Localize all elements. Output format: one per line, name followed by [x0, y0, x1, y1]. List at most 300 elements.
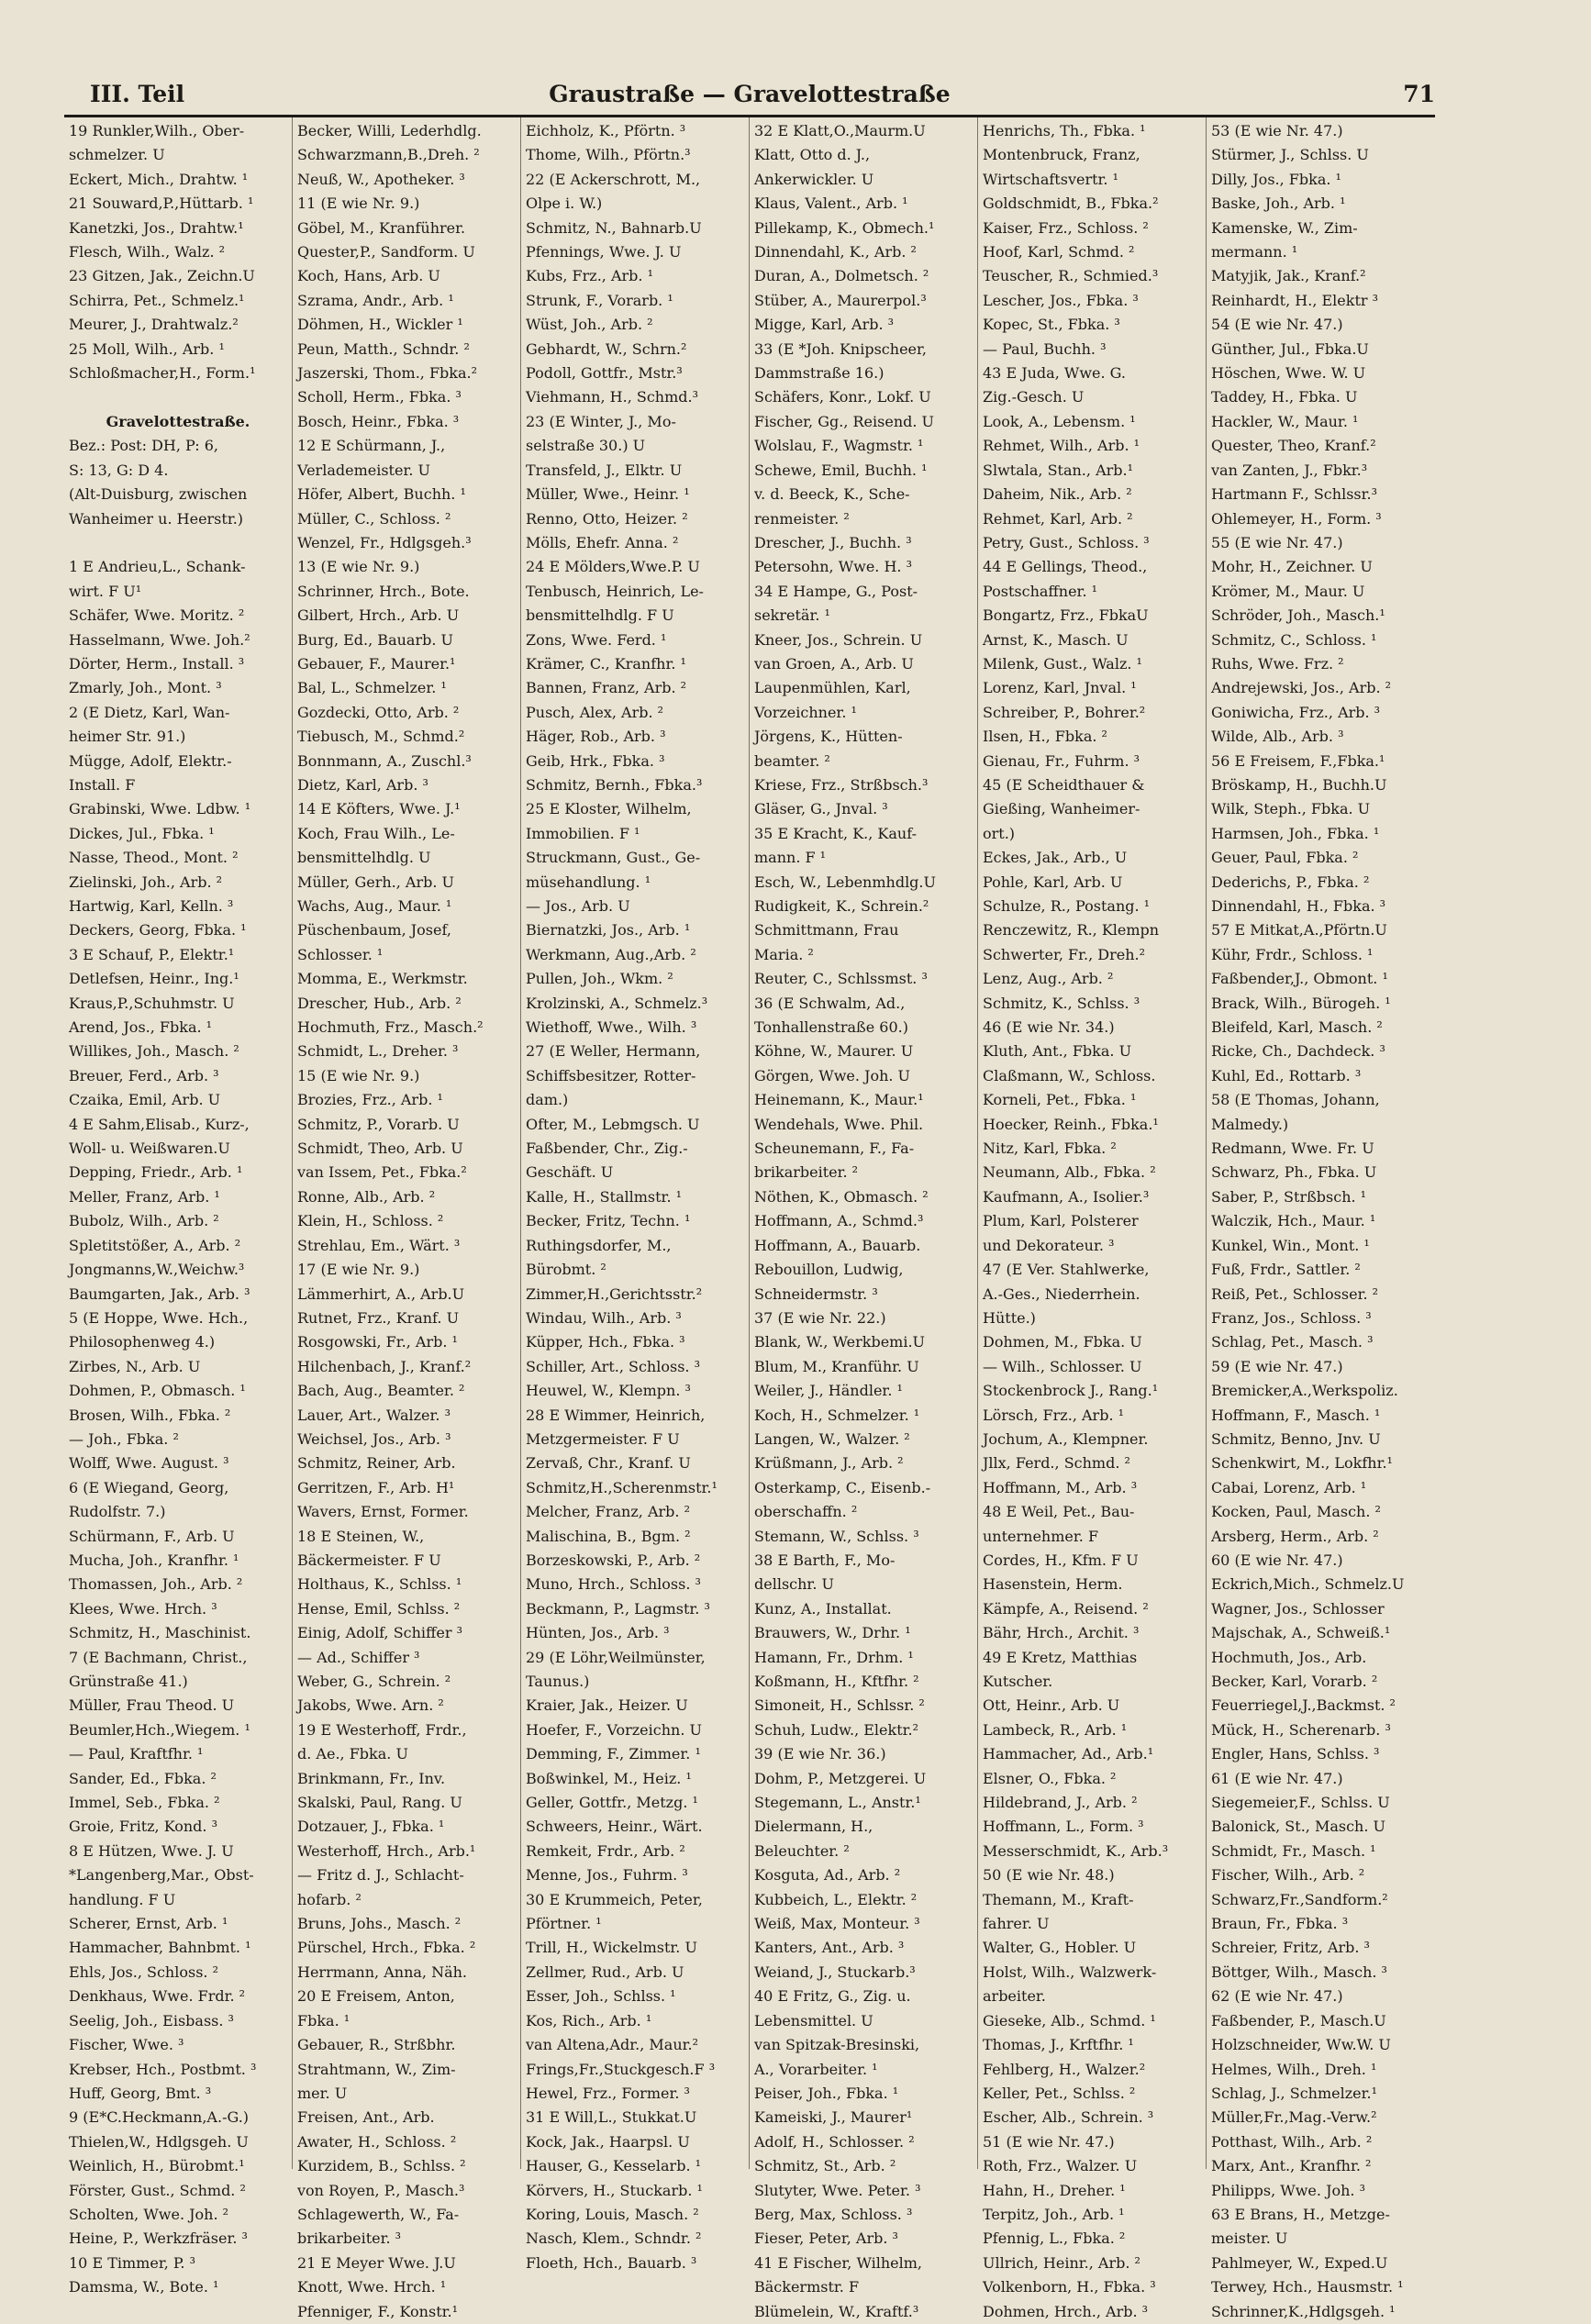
directory-entry: 56 E Freisem, F.,Fbka.¹	[1211, 751, 1385, 770]
directory-entry: Böttger, Wilh., Masch. ³	[1211, 1963, 1387, 1981]
directory-entry: 38 E Barth, F., Mo-	[754, 1551, 896, 1569]
directory-entry: Hochmuth, Frz., Masch.²	[297, 1018, 484, 1037]
directory-entry: Lörsch, Frz., Arb. ¹	[983, 1406, 1125, 1424]
directory-entry: Philipps, Wwe. Joh. ³	[1211, 2181, 1366, 2199]
directory-entry: Braun, Fr., Fbka. ³	[1211, 1915, 1349, 1933]
directory-entry: Engler, Hans, Schlss. ³	[1211, 1745, 1380, 1763]
directory-entry: Bannen, Franz, Arb. ²	[526, 679, 687, 697]
directory-entry: 10 E Timmer, P. ³	[69, 2253, 195, 2272]
directory-entry: Schrinner,K.,Hdlgsgeh. ¹	[1211, 2302, 1396, 2320]
directory-entry: Burg, Ed., Bauarb. U	[297, 630, 453, 649]
directory-entry: Weiler, J., Händler. ¹	[754, 1382, 903, 1400]
directory-entry: 6 (E Wiegand, Georg,	[69, 1478, 229, 1496]
directory-entry: Scholl, Herm., Fbka. ³	[297, 388, 462, 406]
directory-entry: Scholten, Wwe. Joh. ²	[69, 2205, 229, 2223]
directory-entry: Bröskamp, H., Buchh.U	[1211, 775, 1387, 794]
directory-entry: 19 Runkler,Wilh., Ober-	[69, 122, 245, 139]
directory-entry: Renno, Otto, Heizer. ²	[526, 509, 688, 528]
street-range-title: Graustraße — Gravelottestraße	[549, 81, 951, 107]
directory-entry: Müller, Frau Theod. U	[69, 1696, 235, 1715]
directory-entry: Szrama, Andr., Arb. ¹	[297, 291, 454, 309]
directory-entry: 55 (E wie Nr. 47.)	[1211, 533, 1343, 551]
directory-entry: Koßmann, H., Kftfhr. ²	[754, 1673, 919, 1690]
directory-entry: mermann. ¹	[1211, 243, 1298, 261]
directory-entry: 28 E Wimmer, Heinrich,	[526, 1406, 706, 1424]
directory-entry: Immel, Seb., Fbka. ²	[69, 1794, 220, 1812]
directory-entry: Stüber, A., Maurerpol.³	[754, 291, 927, 309]
directory-entry: Schmitz, Reiner, Arb.	[297, 1454, 456, 1473]
directory-entry: 8 E Hützen, Wwe. J. U	[69, 1841, 234, 1860]
directory-entry: Andrejewski, Jos., Arb. ²	[1211, 679, 1392, 697]
directory-entry: Postschaffner. ¹	[983, 582, 1098, 600]
directory-entry: Gienau, Fr., Fuhrm. ³	[983, 751, 1140, 770]
directory-entry: Zielinski, Joh., Arb. ²	[69, 873, 223, 891]
directory-entry: Muno, Hrch., Schloss. ³	[526, 1575, 701, 1594]
directory-entry: Koch, Hans, Arb. U	[297, 267, 440, 285]
directory-entry: 30 E Krummeich, Peter,	[526, 1890, 703, 1908]
directory-entry: Walczik, Hch., Maur. ¹	[1211, 1212, 1376, 1230]
directory-entry: Bongartz, Frz., FbkaU	[983, 606, 1149, 625]
directory-entry: Quester,P., Sandform. U	[297, 243, 475, 261]
directory-entry: 23 (E Winter, J., Mo-	[526, 412, 676, 430]
directory-entry: Gieseke, Alb., Schmd. ¹	[983, 2011, 1156, 2029]
directory-entry: van Groen, A., Arb. U	[754, 654, 914, 673]
directory-entry: fahrer. U	[983, 1915, 1050, 1933]
directory-entry: Ronne, Alb., Arb. ²	[297, 1187, 436, 1206]
directory-entry: Nöthen, K., Obmasch. ²	[754, 1187, 929, 1206]
directory-entry: Pahlmeyer, W., Exped.U	[1211, 2253, 1388, 2272]
directory-entry: Lebensmittel. U	[754, 2011, 873, 2029]
directory-entry: Quester, Theo, Kranf.²	[1211, 437, 1376, 455]
directory-entry: Rehmet, Wilh., Arb. ¹	[983, 437, 1140, 455]
directory-entry: Wendehals, Wwe. Phil.	[754, 1115, 924, 1133]
directory-entry: brikarbeiter. ³	[297, 2229, 402, 2248]
directory-entry: Thomassen, Joh., Arb. ²	[69, 1575, 243, 1594]
directory-entry: 45 (E Scheidthauer &	[983, 775, 1145, 794]
directory-entry: Slwtala, Stan., Arb.¹	[983, 461, 1134, 479]
directory-entry: Jongmanns,W.,Weichw.³	[69, 1261, 245, 1279]
directory-entry: Brozies, Frz., Arb. ¹	[297, 1091, 443, 1109]
directory-entry: Kosguta, Ad., Arb. ²	[754, 1866, 901, 1885]
directory-entry: 29 (E Löhr,Weilmünster,	[526, 1648, 706, 1666]
directory-entry: Viehmann, H., Schmd.³	[526, 388, 699, 406]
directory-entry: Weiand, J., Stuckarb.³	[754, 1963, 916, 1981]
directory-entry: Neumann, Alb., Fbka. ²	[983, 1163, 1156, 1182]
directory-entry: Kanters, Ant., Arb. ³	[754, 1939, 905, 1957]
directory-entry: Becker, Willi, Lederhdlg.	[297, 122, 482, 139]
directory-entry: Weinlich, H., Bürobmt.¹	[69, 2157, 245, 2175]
directory-entry: Zons, Wwe. Ferd. ¹	[526, 630, 667, 649]
directory-entry: Arnst, K., Masch. U	[983, 630, 1129, 649]
directory-entry: Püschenbaum, Josef,	[297, 921, 451, 940]
directory-entry: 12 E Schürmann, J.,	[297, 437, 446, 455]
directory-entry: 40 E Fritz, G., Zig. u.	[754, 1987, 911, 2006]
directory-entry: Holzschneider, Ww.W. U	[1211, 2036, 1391, 2054]
directory-entry: Lorenz, Karl, Jnval. ¹	[983, 679, 1137, 697]
directory-entry: Mölls, Ehefr. Anna. ²	[526, 533, 679, 551]
directory-entry: Kamenske, W., Zim-	[1211, 218, 1358, 237]
directory-entry: Weiß, Max, Monteur. ³	[754, 1915, 920, 1933]
directory-entry: Dohmen, P., Obmasch. ¹	[69, 1382, 246, 1400]
directory-entry: 21 E Meyer Wwe. J.U	[297, 2253, 456, 2272]
directory-entry: Install. F	[69, 775, 136, 794]
directory-entry: Ankerwickler. U	[754, 170, 874, 188]
directory-entry: Fieser, Peter, Arb. ³	[754, 2229, 898, 2248]
directory-entry: Stürmer, J., Schlss. U	[1211, 146, 1369, 164]
directory-entry: Renczewitz, R., Klempn	[983, 921, 1160, 940]
directory-entry: Kutscher.	[983, 1673, 1053, 1690]
directory-entry: 54 (E wie Nr. 47.)	[1211, 316, 1343, 334]
directory-entry: Kraier, Jak., Heizer. U	[526, 1696, 688, 1715]
directory-entry: Migge, Karl, Arb. ³	[754, 316, 895, 334]
directory-entry: 22 (E Ackerschrott, M.,	[526, 170, 701, 188]
directory-entry: Faßbender, P., Masch.U	[1211, 2011, 1386, 2029]
directory-entry: selstraße 30.) U	[526, 437, 646, 455]
directory-entry: Kühr, Frdr., Schloss. ¹	[1211, 945, 1374, 963]
directory-entry: Escher, Alb., Schrein. ³	[983, 2108, 1154, 2127]
directory-entry: Strunk, F., Vorarb. ¹	[526, 291, 673, 309]
directory-entry: Koch, Frau Wilh., Le-	[297, 824, 455, 842]
directory-entry: Hahn, H., Dreher. ¹	[983, 2181, 1126, 2199]
directory-entry: Fuß, Frdr., Sattler. ²	[1211, 1261, 1361, 1279]
directory-entry: Hasselmann, Wwe. Joh.²	[69, 630, 250, 649]
directory-entry: Boßwinkel, M., Heiz. ¹	[526, 1769, 692, 1787]
directory-entry: Laupenmühlen, Karl,	[754, 679, 911, 697]
directory-entry: Fbka. ¹	[297, 2011, 350, 2029]
directory-entry: Philosophenweg 4.)	[69, 1333, 216, 1351]
directory-entry: Malmedy.)	[1211, 1115, 1289, 1133]
directory-entry: Küpper, Hch., Fbka. ³	[526, 1333, 685, 1351]
directory-entry: Sander, Ed., Fbka. ²	[69, 1769, 217, 1787]
directory-entry: bensmittelhdlg. F U	[526, 606, 674, 625]
directory-entry: Bonnmann, A., Zuschl.³	[297, 751, 472, 770]
directory-entry: Schmitz, St., Arb. ²	[754, 2157, 896, 2175]
directory-entry: Heinemann, K., Maur.¹	[754, 1091, 924, 1109]
directory-entry: Bäckermeister. F U	[297, 1551, 441, 1569]
directory-entry: 19 E Westerhoff, Frdr.,	[297, 1720, 467, 1739]
directory-entry: Wirtschaftsvertr. ¹	[983, 170, 1118, 188]
directory-entry: brikarbeiter. ²	[754, 1163, 859, 1182]
directory-entry: 63 E Brans, H., Metzge-	[1211, 2205, 1390, 2223]
directory-entry: Gerritzen, F., Arb. H¹	[297, 1478, 455, 1496]
directory-entry: Harmsen, Joh., Fbka. ¹	[1211, 824, 1380, 842]
directory-entry: Schmidt, L., Dreher. ³	[297, 1042, 459, 1061]
directory-entry: Schrinner, Hrch., Bote.	[297, 582, 470, 600]
directory-entry: Höschen, Wwe. W. U	[1211, 364, 1366, 383]
directory-entry: Kluth, Ant., Fbka. U	[983, 1042, 1132, 1061]
directory-entry: Schenkwirt, M., Lokfhr.¹	[1211, 1454, 1393, 1473]
directory-entry: Drescher, Hub., Arb. ²	[297, 994, 462, 1012]
directory-entry: Rosgowski, Fr., Arb. ¹	[297, 1333, 458, 1351]
directory-entry: Stegemann, L., Anstr.¹	[754, 1794, 921, 1812]
page-number: 71	[1403, 81, 1435, 107]
directory-entry: Groie, Fritz, Kond. ³	[69, 1818, 218, 1836]
directory-entry: Wavers, Ernst, Former.	[297, 1503, 469, 1521]
directory-entry: Flesch, Wilh., Walz. ²	[69, 243, 226, 261]
directory-columns	[64, 117, 1435, 2320]
directory-entry: Schmittmann, Frau	[754, 921, 899, 940]
directory-entry: Tonhallenstraße 60.)	[754, 1018, 908, 1037]
directory-entry: Matyjik, Jak., Kranf.²	[1211, 267, 1366, 285]
directory-entry: van Zanten, J., Fbkr.³	[1211, 461, 1368, 479]
directory-entry: Ullrich, Heinr., Arb. ²	[983, 2253, 1140, 2272]
directory-entry: Brosen, Wilh., Fbka. ²	[69, 1406, 231, 1424]
directory-entry: 14 E Köfters, Wwe. J.¹	[297, 800, 461, 818]
directory-entry: Denkhaus, Wwe. Frdr. ²	[69, 1987, 246, 2006]
directory-entry: Dielermann, H.,	[754, 1818, 873, 1836]
column-4	[750, 117, 978, 2320]
directory-entry: Peiser, Joh., Fbka. ¹	[754, 2084, 899, 2102]
directory-entry: Lenz, Aug., Arb. ²	[983, 970, 1114, 988]
directory-entry: Förster, Gust., Schmd. ²	[69, 2181, 246, 2199]
directory-entry: Ott, Heinr., Arb. U	[983, 1696, 1120, 1715]
directory-entry: Höfer, Albert, Buchh. ¹	[297, 485, 466, 504]
directory-entry: Maria. ²	[754, 945, 814, 963]
directory-entry: Lämmerhirt, A., Arb.U	[297, 1284, 465, 1303]
directory-entry: Hildebrand, J., Arb. ²	[983, 1794, 1138, 1812]
directory-entry: — Ad., Schiffer ³	[297, 1648, 420, 1666]
directory-entry: Frings,Fr.,Stuckgesch.F ³	[526, 2060, 716, 2078]
directory-entry: Biernatzki, Jos., Arb. ¹	[526, 921, 691, 940]
directory-entry: Kameiski, J., Maurer¹	[754, 2108, 913, 2127]
directory-entry: Blümelein, W., Kraftf.³	[754, 2302, 919, 2320]
directory-entry: Thielen,W., Hdlgsgeh. U	[69, 2132, 249, 2151]
directory-entry: Zig.-Gesch. U	[983, 388, 1085, 406]
directory-entry: Seelig, Joh., Eisbass. ³	[69, 2011, 234, 2029]
directory-entry: Majschak, A., Schweiß.¹	[1211, 1624, 1391, 1642]
directory-entry: Hoffmann, A., Bauarb.	[754, 1236, 921, 1254]
directory-entry: — Jos., Arb. U	[526, 897, 630, 915]
directory-entry: Petersohn, Wwe. H. ³	[754, 558, 913, 576]
directory-entry: Jllx, Ferd., Schmd. ²	[983, 1454, 1130, 1473]
directory-entry: Klaus, Valent., Arb. ¹	[754, 195, 908, 213]
directory-entry: Schmidt, Fr., Masch. ¹	[1211, 1841, 1376, 1860]
directory-entry: Jakobs, Wwe. Arn. ²	[297, 1696, 444, 1715]
directory-entry: Korneli, Pet., Fbka. ¹	[983, 1091, 1137, 1109]
directory-entry: Vorzeichner. ¹	[754, 703, 857, 721]
directory-entry	[69, 385, 287, 409]
directory-entry: 2 (E Dietz, Karl, Wan-	[69, 703, 230, 721]
directory-entry: 33 (E *Joh. Knipscheer,	[754, 339, 927, 358]
directory-entry: Beumler,Hch.,Wiegem. ¹	[69, 1720, 250, 1739]
directory-entry: Schmitz, Benno, Jnv. U	[1211, 1429, 1381, 1448]
directory-entry: Pillekamp, K., Obmech.¹	[754, 218, 935, 237]
directory-entry: müsehandlung. ¹	[526, 873, 651, 891]
directory-entry: Themann, M., Kraft-	[983, 1890, 1134, 1908]
directory-entry: Grabinski, Wwe. Ldbw. ¹	[69, 800, 251, 818]
directory-entry: Schewe, Emil, Buchh. ¹	[754, 461, 928, 479]
directory-entry: Kalle, H., Stallmstr. ¹	[526, 1187, 683, 1206]
directory-entry: mer. U	[297, 2084, 348, 2102]
directory-entry: ort.)	[983, 824, 1016, 842]
directory-entry: Ricke, Ch., Dachdeck. ³	[1211, 1042, 1385, 1061]
directory-entry: Dinnendahl, K., Arb. ²	[754, 243, 917, 261]
column-3	[521, 117, 750, 2272]
directory-entry: Schmitz, Bernh., Fbka.³	[526, 775, 703, 794]
directory-entry: Willikes, Joh., Masch. ²	[69, 1042, 239, 1061]
directory-entry: Hoof, Karl, Schmd. ²	[983, 243, 1135, 261]
directory-entry: Hochmuth, Jos., Arb.	[1211, 1648, 1367, 1666]
directory-entry: Schmitz,H.,Scherenmstr.¹	[526, 1478, 718, 1496]
directory-entry: Zervaß, Chr., Kranf. U	[526, 1454, 691, 1473]
directory-entry: Schlagewerth, W., Fa-	[297, 2205, 460, 2223]
directory-entry: Hoffmann, F., Masch. ¹	[1211, 1406, 1381, 1424]
directory-entry: unternehmer. F	[983, 1527, 1099, 1545]
directory-entry: Heine, P., Werkzfräser. ³	[69, 2229, 248, 2248]
directory-entry: S: 13, G: D 4.	[69, 461, 169, 479]
directory-entry: Eckert, Mich., Drahtw. ¹	[69, 170, 249, 188]
directory-entry: Kriese, Frz., Strßbsch.³	[754, 775, 929, 794]
directory-entry: oberschaffn. ²	[754, 1503, 858, 1521]
directory-entry: Remkeit, Frdr., Arb. ²	[526, 1841, 685, 1860]
directory-entry: Häger, Rob., Arb. ³	[526, 728, 666, 746]
directory-entry: Hauser, G., Kesselarb. ¹	[526, 2157, 702, 2175]
directory-entry: Koch, H., Schmelzer. ¹	[754, 1406, 920, 1424]
directory-entry: Kocken, Paul, Masch. ²	[1211, 1503, 1381, 1521]
directory-entry: Schmitz, K., Schlss. ³	[983, 994, 1140, 1012]
directory-entry: Schwarz, Ph., Fbka. U	[1211, 1163, 1377, 1182]
directory-entry: Baske, Joh., Arb. ¹	[1211, 195, 1346, 213]
directory-entry: 48 E Weil, Pet., Bau-	[983, 1503, 1135, 1521]
directory-entry: Bosch, Heinr., Fbka. ³	[297, 412, 460, 430]
directory-entry: Weber, G., Schrein. ²	[297, 1673, 451, 1690]
directory-entry: Rebouillon, Ludwig,	[754, 1261, 904, 1279]
directory-entry: Bubolz, Wilh., Arb. ²	[69, 1212, 219, 1230]
directory-entry: Saber, P., Strßbsch. ¹	[1211, 1187, 1367, 1206]
directory-entry: Nasch, Klem., Schndr. ²	[526, 2229, 702, 2248]
directory-entry: 24 E Mölders,Wwe.P. U	[526, 558, 700, 576]
directory-entry: mann. F ¹	[754, 849, 827, 867]
directory-entry: 57 E Mitkat,A.,Pförtn.U	[1211, 921, 1387, 940]
directory-entry: Hammacher, Bahnbmt. ¹	[69, 1939, 251, 1957]
directory-entry: Holst, Wilh., Walzwerk-	[983, 1963, 1157, 1981]
directory-entry: Feuerriegel,J.,Backmst. ²	[1211, 1696, 1396, 1715]
directory-entry: Geschäft. U	[526, 1163, 614, 1182]
directory-entry: 50 (E wie Nr. 48.)	[983, 1866, 1115, 1885]
directory-entry: Becker, Fritz, Techn. ¹	[526, 1212, 691, 1230]
directory-entry: Czaika, Emil, Arb. U	[69, 1091, 221, 1109]
directory-entry: Cordes, H., Kfm. F U	[983, 1551, 1139, 1569]
directory-entry: 7 (E Bachmann, Christ.,	[69, 1648, 248, 1666]
directory-entry: Transfeld, J., Elktr. U	[526, 461, 683, 479]
directory-entry: Schröder, Joh., Masch.¹	[1211, 606, 1385, 625]
directory-entry: Fischer, Gg., Reisend. U	[754, 412, 935, 430]
directory-entry: Hünten, Jos., Arb. ³	[526, 1624, 670, 1642]
directory-entry: Dohm, P., Metzgerei. U	[754, 1769, 927, 1787]
directory-entry: Gilbert, Hrch., Arb. U	[297, 606, 460, 625]
directory-entry: Kneer, Jos., Schrein. U	[754, 630, 923, 649]
directory-entry: 23 Gitzen, Jak., Zeichn.U	[69, 267, 255, 285]
directory-entry: 62 (E wie Nr. 47.)	[1211, 1987, 1343, 2006]
directory-entry: 41 E Fischer, Wilhelm,	[754, 2253, 922, 2272]
directory-entry: Faßbender,J., Obmont. ¹	[1211, 970, 1388, 988]
directory-entry: 43 E Juda, Wwe. G.	[983, 364, 1126, 383]
directory-entry: d. Ae., Fbka. U	[297, 1745, 408, 1763]
directory-entry: Schweers, Heinr., Wärt.	[526, 1818, 703, 1836]
directory-entry: Schmidt, Theo, Arb. U	[297, 1140, 463, 1158]
directory-entry: Stemann, W., Schlss. ³	[754, 1527, 919, 1545]
directory-entry: Wilk, Steph., Fbka. U	[1211, 800, 1371, 818]
directory-entry: 37 (E wie Nr. 22.)	[754, 1308, 886, 1327]
directory-entry: Kanetzki, Jos., Drahtw.¹	[69, 218, 244, 237]
directory-entry: Lauer, Art., Walzer. ³	[297, 1406, 451, 1424]
column-2	[293, 117, 521, 2320]
directory-entry: Hoefer, F., Vorzeichn. U	[526, 1720, 702, 1739]
directory-entry: Ohlemeyer, H., Form. ³	[1211, 509, 1382, 528]
directory-entry: Schmitz, P., Vorarb. U	[297, 1115, 460, 1133]
directory-entry: 44 E Gellings, Theod.,	[983, 558, 1148, 576]
directory-entry: Adolf, H., Schlosser. ²	[754, 2132, 915, 2151]
directory-entry: Tenbusch, Heinrich, Le-	[526, 582, 704, 600]
directory-entry: Arend, Jos., Fbka. ¹	[69, 1018, 213, 1037]
directory-entry: Gebhardt, W., Schrn.²	[526, 339, 687, 358]
directory-entry: Kubbeich, L., Elektr. ²	[754, 1890, 918, 1908]
directory-entry: Duran, A., Dolmetsch. ²	[754, 267, 929, 285]
directory-entry: Wilde, Alb., Arb. ³	[1211, 728, 1344, 746]
directory-entry: 31 E Will,L., Stukkat.U	[526, 2108, 697, 2127]
directory-entry: Pförtner. ¹	[526, 1915, 602, 1933]
directory-entry: Faßbender, Chr., Zig.-	[526, 1140, 688, 1158]
directory-entry: Pullen, Joh., Wkm. ²	[526, 970, 673, 988]
directory-entry: und Dekorateur. ³	[983, 1236, 1115, 1254]
directory-entry: van Altena,Adr., Maur.²	[526, 2036, 699, 2054]
section-label: III. Teil	[90, 81, 185, 107]
directory-entry: Lambeck, R., Arb. ¹	[983, 1720, 1128, 1739]
directory-entry: Mohr, H., Zeichner. U	[1211, 558, 1373, 576]
directory-entry: Wagner, Jos., Schlosser	[1211, 1599, 1385, 1618]
directory-entry: Bach, Aug., Beamter. ²	[297, 1382, 465, 1400]
directory-entry: Gläser, G., Jnval. ³	[754, 800, 888, 818]
directory-entry: Grünstraße 41.)	[69, 1673, 188, 1690]
directory-entry: Brauwers, W., Drhr. ¹	[754, 1624, 911, 1642]
directory-entry: Pohle, Karl, Arb. U	[983, 873, 1123, 891]
directory-entry: — Fritz d. J., Schlacht-	[297, 1866, 464, 1885]
directory-entry: Metzgermeister. F U	[526, 1429, 680, 1448]
directory-entry: Cabai, Lorenz, Arb. ¹	[1211, 1478, 1367, 1496]
directory-entry: 58 (E Thomas, Johann,	[1211, 1091, 1380, 1109]
directory-entry: 36 (E Schwalm, Ad.,	[754, 994, 906, 1012]
directory-entry: Fischer, Wilh., Arb. ²	[1211, 1866, 1365, 1885]
directory-entry: van Spitzak-Bresinski,	[754, 2036, 920, 2054]
directory-entry: Goldschmidt, B., Fbka.²	[983, 195, 1159, 213]
directory-entry: Siegemeier,F., Schlss. U	[1211, 1794, 1390, 1812]
directory-entry: Stockenbrock J., Rang.¹	[983, 1382, 1159, 1400]
directory-entry: Claßmann, W., Schloss.	[983, 1066, 1156, 1084]
directory-entry: Woll- u. Weißwaren.U	[69, 1140, 230, 1158]
directory-entry: (Alt-Duisburg, zwischen	[69, 485, 248, 504]
directory-entry: Jochum, A., Klempner.	[983, 1429, 1149, 1448]
directory-entry: Schiffsbesitzer, Rotter-	[526, 1066, 696, 1084]
directory-entry: Gravelottestraße.	[106, 412, 250, 430]
directory-entry: Schäfer, Wwe. Moritz. ²	[69, 606, 245, 625]
directory-entry: Hoffmann, M., Arb. ³	[983, 1478, 1138, 1496]
directory-entry: Wolff, Wwe. August. ³	[69, 1454, 229, 1473]
directory-entry: Schulze, R., Postang. ¹	[983, 897, 1151, 915]
directory-entry: Kraus,P.,Schuhmstr. U	[69, 994, 235, 1012]
directory-entry: Fischer, Wwe. ³	[69, 2036, 184, 2054]
directory-entry: Roth, Frz., Walzer. U	[983, 2157, 1138, 2175]
directory-entry: Kubs, Frz., Arb. ¹	[526, 267, 653, 285]
directory-entry: Olpe i. W.)	[526, 195, 603, 213]
directory-entry: Skalski, Paul, Rang. U	[297, 1794, 462, 1812]
directory-entry: 34 E Hampe, G., Post-	[754, 582, 918, 600]
directory-entry: Reinhardt, H., Elektr ³	[1211, 291, 1379, 309]
column-1	[64, 117, 293, 2296]
directory-entry: Look, A., Lebensm. ¹	[983, 412, 1136, 430]
directory-entry: Rudigkeit, K., Schrein.²	[754, 897, 929, 915]
directory-entry: Breuer, Ferd., Arb. ³	[69, 1066, 219, 1084]
directory-entry: Schreiber, P., Bohrer.²	[983, 703, 1146, 721]
